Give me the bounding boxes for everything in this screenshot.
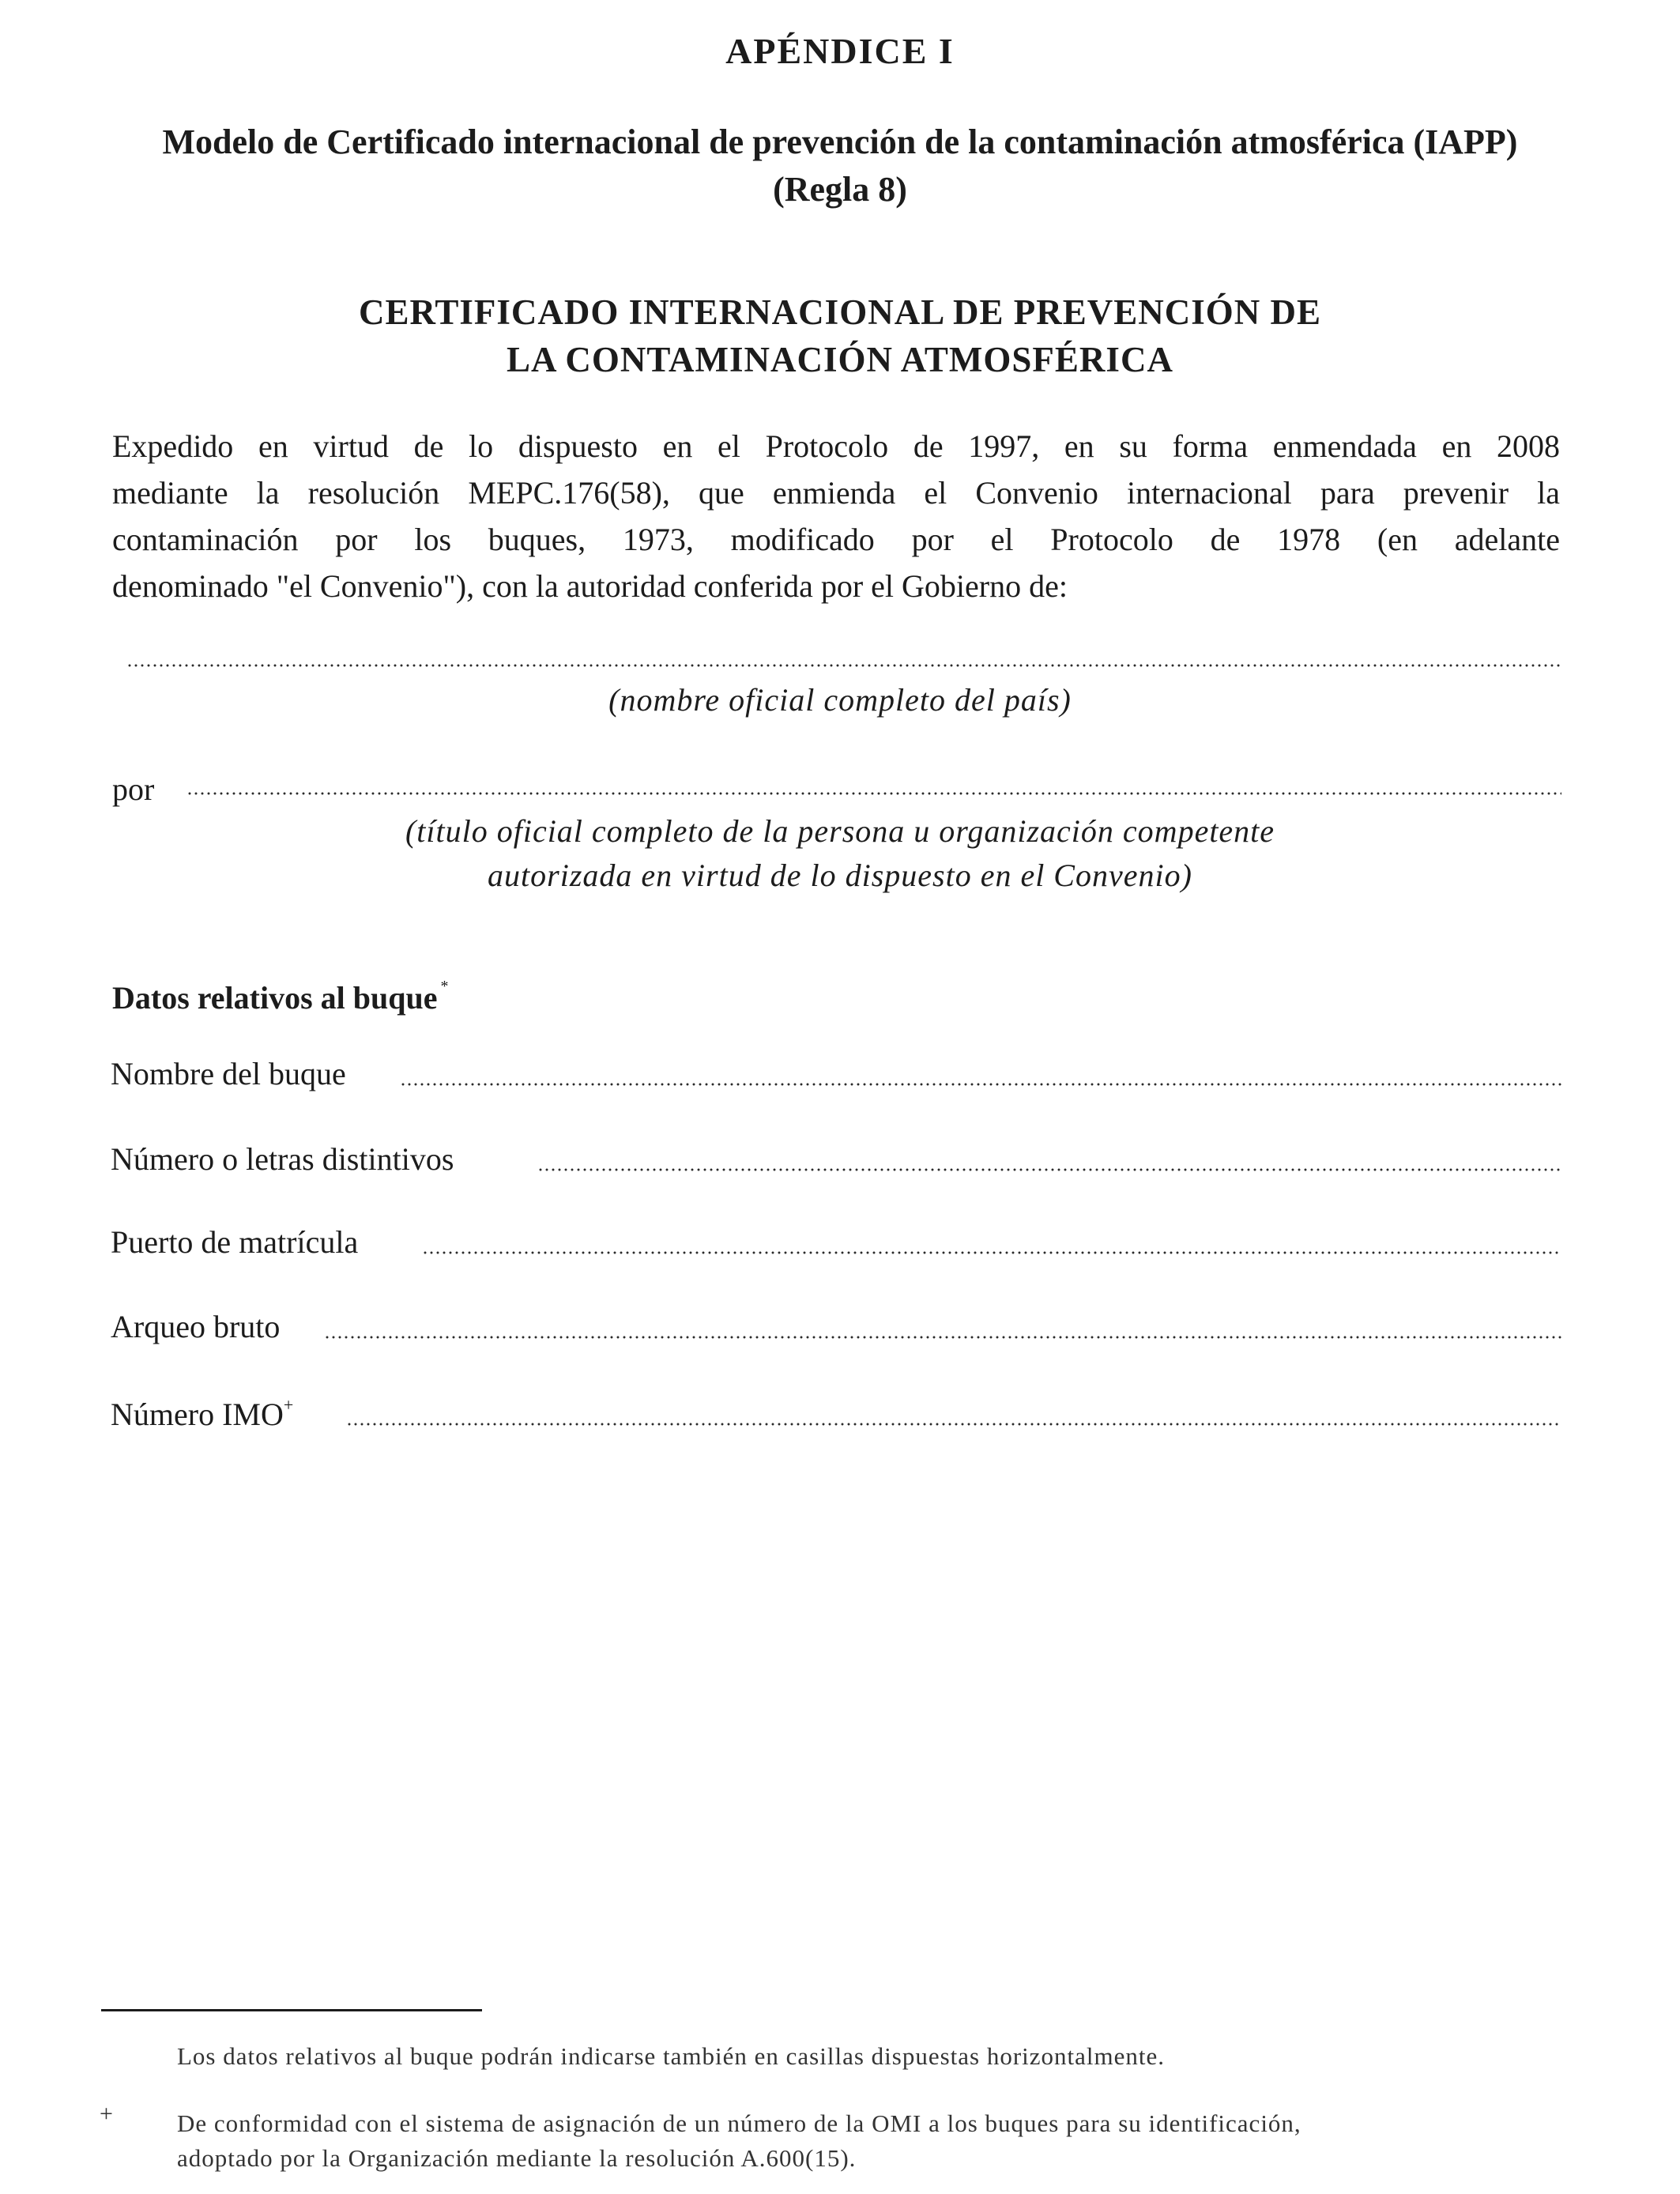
port-of-registry-label: Puerto de matrícula	[111, 1224, 359, 1260]
footnote-2-line2: adoptado por la Organización mediante la resolución A.600(15).	[177, 2144, 857, 2172]
footnote-2-line1: De conformidad con el sistema de asignación de un número de la OMI a los buques para su identificación,	[177, 2109, 1301, 2137]
imo-number-mark: +	[283, 1395, 294, 1415]
model-title	[0, 119, 1680, 213]
ship-data-heading	[112, 978, 449, 1016]
ship-name-field[interactable]	[400, 1083, 1561, 1086]
country-name-caption: (nombre oficial completo del país)	[608, 682, 1072, 718]
certificate-title	[0, 288, 1680, 383]
intro-paragraph	[112, 423, 1560, 609]
model-title-line2: (Regla 8)	[773, 170, 907, 209]
ship-name-label: Nombre del buque	[111, 1056, 346, 1091]
appendix-title: APÉNDICE I	[725, 31, 955, 71]
certificate-title-line1: CERTIFICADO INTERNACIONAL DE PREVENCIÓN DE	[358, 292, 1322, 332]
footnote-2	[177, 2106, 1301, 2176]
footnote-2-mark: +	[100, 2101, 113, 2127]
ship-data-heading-mark: *	[440, 978, 449, 995]
distinctive-number-field[interactable]	[537, 1168, 1561, 1171]
intro-line: contaminación por los buques, 1973, modificado por el Protocolo de 1978 (en adelante	[112, 522, 1560, 557]
gross-tonnage-label: Arqueo bruto	[111, 1309, 281, 1344]
por-label: por	[112, 771, 155, 807]
intro-line: denominado "el Convenio"), con la autoridad conferida por el Gobierno de:	[112, 568, 1068, 604]
imo-number-label: Número IMO+	[111, 1395, 294, 1432]
country-name-field[interactable]	[126, 664, 1561, 667]
authority-name-field[interactable]	[186, 792, 1561, 795]
intro-line: mediante la resolución MEPC.176(58), que enmienda el Convenio internacional para prevenir la	[112, 475, 1560, 511]
port-of-registry-field[interactable]	[422, 1251, 1561, 1254]
footnote-rule	[101, 2009, 482, 2011]
model-title-line1: Modelo de Certificado internacional de prevención de la contaminación atmosférica (IAPP)	[162, 123, 1518, 161]
certificate-title-line2: LA CONTAMINACIÓN ATMOSFÉRICA	[507, 340, 1173, 379]
authority-caption	[0, 809, 1680, 898]
imo-number-field[interactable]	[346, 1423, 1561, 1426]
intro-line: Expedido en virtud de lo dispuesto en el Protocolo de 1997, en su forma enmendada en 2008	[112, 428, 1560, 464]
ship-data-heading-text: Datos relativos al buque	[112, 980, 438, 1016]
gross-tonnage-field[interactable]	[324, 1336, 1561, 1339]
authority-caption-line2: autorizada en virtud de lo dispuesto en el Convenio)	[488, 858, 1192, 893]
authority-caption-line1: (título oficial completo de la persona u organización competente	[405, 813, 1275, 849]
footnote-1: Los datos relativos al buque podrán indicarse también en casillas dispuestas horizontalmente.	[177, 2042, 1166, 2070]
distinctive-number-label: Número o letras distintivos	[111, 1141, 454, 1177]
